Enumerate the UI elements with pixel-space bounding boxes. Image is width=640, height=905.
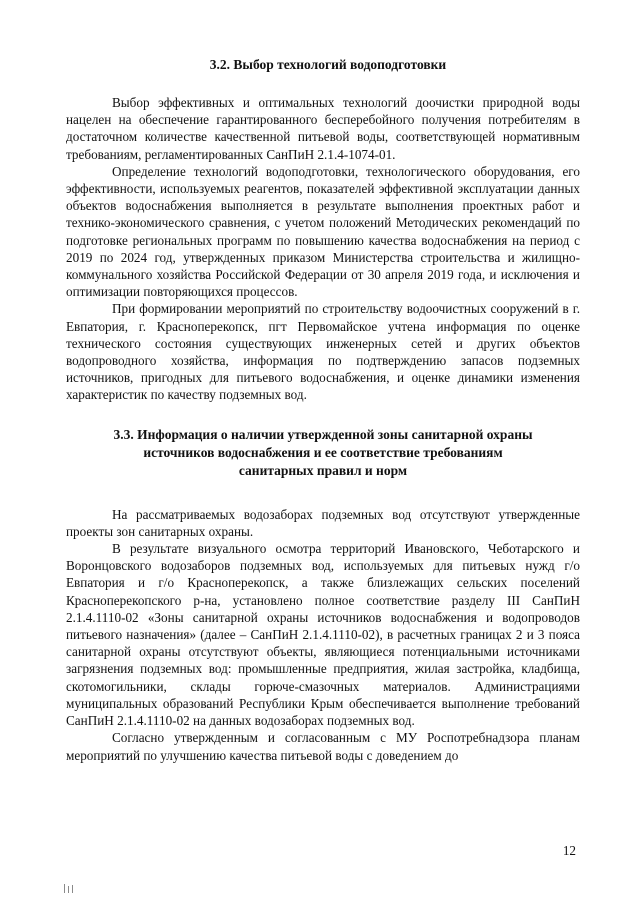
page-number: 12 bbox=[562, 843, 576, 858]
section-3-3-paragraph-2: В результате визуального осмотра территорий Ивановского, Чеботарского и Воронцовского водозаборов подземных вод, используемых для питьевых нужд г/о Евпатория и г/о Красноперекопск, а также близлежащих сельских поселений Красноперекопского р-на, установлено полное соответствие разделу III СанПиН 2.1.4.1110-02 «Зоны санитарной охраны источников водоснабжения и водопроводов питьевого назначения» (далее – СанПиН 2.1.4.1110-02), в расчетных границах 2 и 3 пояса санитарной охраны отсутствуют объекты, являющиеся потенциальными источниками загрязнения подземных вод: промышленные предприятия, жилая застройка, кладбища, скотомогильники, склады горюче-смазочных материалов. Администрациями муниципальных образований Республики Крым обеспечивается выполнение требований СанПиН 2.1.4.1110-02 на данных водозаборах подземных вод. bbox=[66, 541, 580, 729]
page-content bbox=[66, 56, 580, 764]
section-3-2-paragraph-2: Определение технологий водоподготовки, технологического оборудования, его эффективности, используемых реагентов, показателей эффективной эксплуатации данных объектов водоснабжения выполняется в результате выполнения проектных работ и технико-экономического сравнения, с учетом положений Методических рекомендаций по подготовке региональных программ по повышению качества водоснабжения на период с 2019 по 2024 год, утвержденных приказом Министерства строительства и жилищно-коммунального хозяйства Российской Федерации от 30 апреля 2019 года, и исключения и оптимизации повторяющихся процессов. bbox=[66, 163, 580, 300]
section-3-3-heading-line-3: санитарных правил и норм bbox=[238, 462, 408, 478]
section-3-3-heading-line-2: источников водоснабжения и ее соответствие требованиям bbox=[143, 444, 503, 460]
section-3-3-paragraph-1: На рассматриваемых водозаборах подземных вод отсутствуют утвержденные проекты зон санитарных охраны. bbox=[66, 506, 580, 539]
section-3-2-heading: 3.2. Выбор технологий водоподготовки bbox=[209, 57, 447, 72]
section-3-3-heading-line-1: 3.3. Информация о наличии утвержденной зоны санитарной охраны bbox=[113, 426, 533, 442]
section-3-2-paragraph-1: Выбор эффективных и оптимальных технологий доочистки природной воды нацелен на обеспечение гарантированного бесперебойного получения потребителям в достаточном количестве качественной питьевой воды, соответствующей нормативным требованиям, регламентированных СанПиН 2.1.4-1074-01. bbox=[66, 95, 580, 162]
section-3-3-heading bbox=[66, 426, 580, 480]
section-3-3-paragraph-3: Согласно утвержденным и согласованным с МУ Роспотребнадзора планам мероприятий по улучшению качества питьевой воды с доведением до bbox=[66, 730, 580, 763]
scan-artifact bbox=[64, 884, 74, 894]
section-3-2-paragraph-3: При формировании мероприятий по строительству водоочистных сооружений в г. Евпатория, г. Красноперекопск, пгт Первомайское учтена информация по оценке технического состояния существующих инженерных сетей и других объектов водопроводного хозяйства, информация по подтверждению запасов подземных источников, пригодных для питьевого водоснабжения, и оценке динамики изменения характеристик по качеству подземных вод. bbox=[66, 301, 580, 403]
